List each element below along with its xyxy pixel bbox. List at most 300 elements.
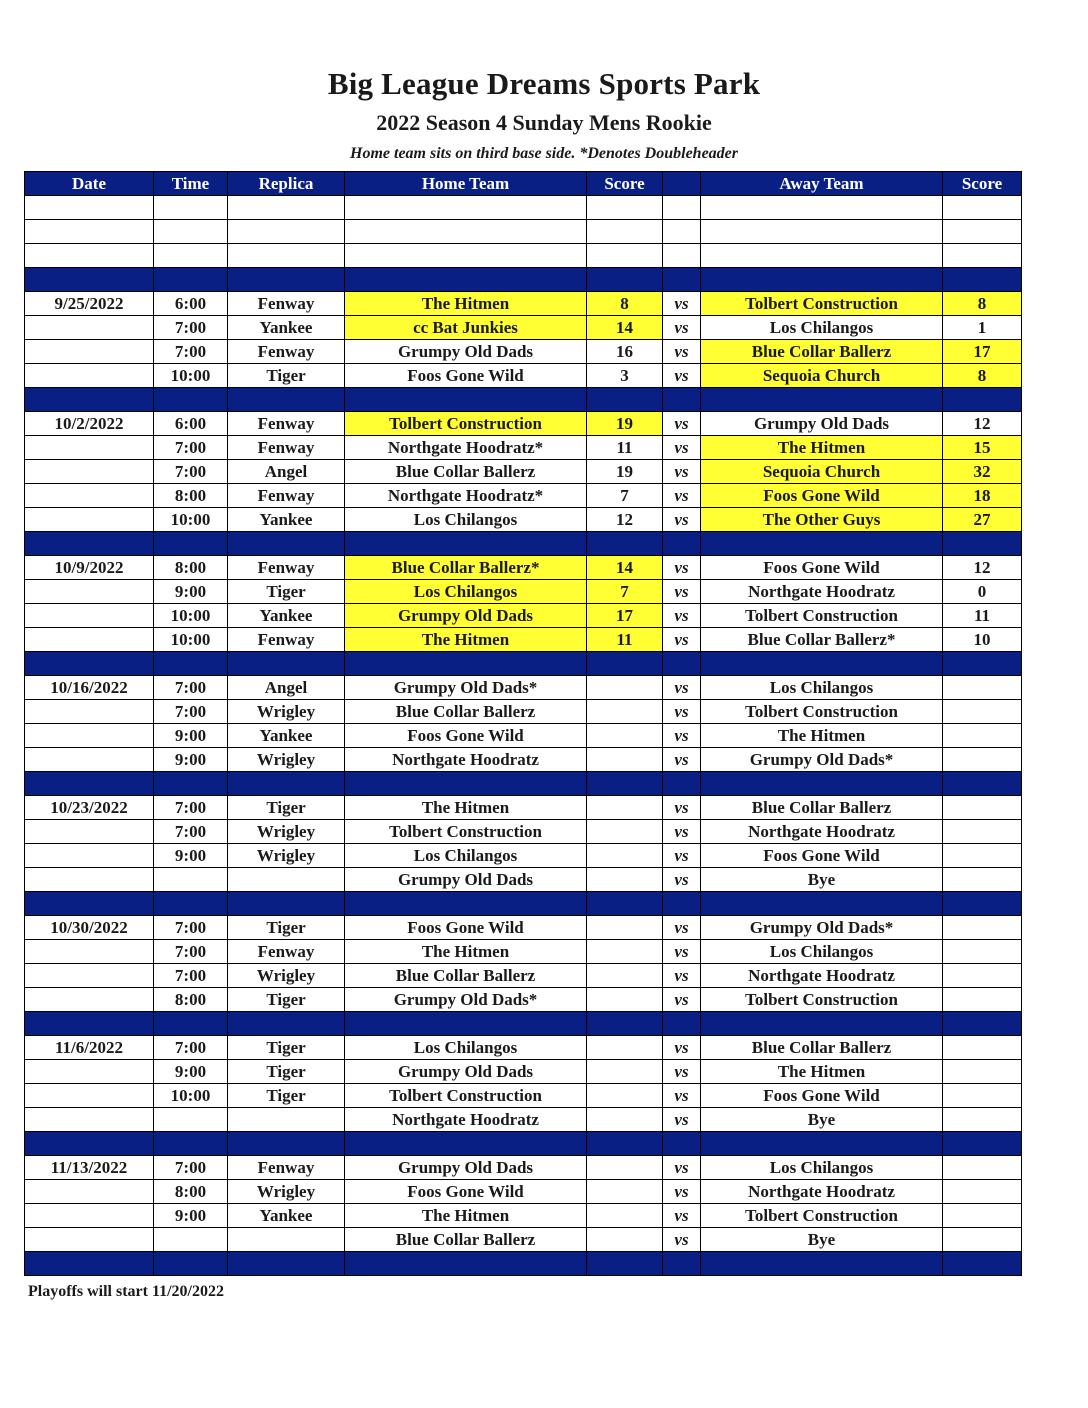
vs-cell: vs — [663, 340, 701, 364]
date-cell — [25, 1132, 154, 1156]
game-row — [25, 796, 1022, 820]
time-cell — [154, 1132, 228, 1156]
col-header-time: Time — [154, 172, 228, 196]
home-team-cell: Los Chilangos — [345, 580, 587, 604]
vs-cell: vs — [663, 1180, 701, 1204]
date-cell — [25, 460, 154, 484]
game-row — [25, 1036, 1022, 1060]
away-team-cell — [701, 1132, 943, 1156]
time-cell: 10:00 — [154, 364, 228, 388]
replica-cell: Yankee — [228, 1204, 345, 1228]
date-cell — [25, 436, 154, 460]
replica-cell: Tiger — [228, 1084, 345, 1108]
col-header-replica: Replica — [228, 172, 345, 196]
time-cell: 10:00 — [154, 508, 228, 532]
home-score-cell — [587, 1180, 663, 1204]
week-separator-row — [25, 388, 1022, 412]
replica-cell — [228, 868, 345, 892]
away-team-cell: Tolbert Construction — [701, 988, 943, 1012]
home-score-cell — [587, 1084, 663, 1108]
away-score-cell: 1 — [943, 316, 1022, 340]
away-team-cell: Grumpy Old Dads* — [701, 748, 943, 772]
replica-cell: Yankee — [228, 508, 345, 532]
game-row — [25, 1180, 1022, 1204]
date-cell — [25, 628, 154, 652]
game-row — [25, 916, 1022, 940]
date-cell — [25, 340, 154, 364]
away-score-cell — [943, 700, 1022, 724]
vs-cell: vs — [663, 868, 701, 892]
date-cell — [25, 844, 154, 868]
date-cell — [25, 772, 154, 796]
date-cell — [25, 532, 154, 556]
game-row — [25, 700, 1022, 724]
replica-cell — [228, 1132, 345, 1156]
week-separator-row — [25, 1132, 1022, 1156]
vs-cell: vs — [663, 1108, 701, 1132]
time-cell — [154, 268, 228, 292]
home-score-cell: 14 — [587, 556, 663, 580]
date-cell — [25, 364, 154, 388]
date-cell: 10/9/2022 — [25, 556, 154, 580]
home-team-cell: Grumpy Old Dads* — [345, 676, 587, 700]
replica-cell: Tiger — [228, 364, 345, 388]
home-team-cell: The Hitmen — [345, 796, 587, 820]
replica-cell — [228, 892, 345, 916]
home-team-cell: Blue Collar Ballerz — [345, 1228, 587, 1252]
home-score-cell — [587, 892, 663, 916]
date-cell: 10/16/2022 — [25, 676, 154, 700]
home-team-cell — [345, 388, 587, 412]
home-score-cell — [587, 796, 663, 820]
vs-cell: vs — [663, 1060, 701, 1084]
game-row — [25, 460, 1022, 484]
date-cell — [25, 700, 154, 724]
home-team-cell — [345, 244, 587, 268]
time-cell: 9:00 — [154, 844, 228, 868]
away-score-cell: 15 — [943, 436, 1022, 460]
home-score-cell — [587, 1108, 663, 1132]
game-row — [25, 364, 1022, 388]
date-cell — [25, 388, 154, 412]
home-team-cell: Los Chilangos — [345, 508, 587, 532]
home-score-cell: 17 — [587, 604, 663, 628]
game-row — [25, 1060, 1022, 1084]
vs-cell: vs — [663, 556, 701, 580]
week-separator-row — [25, 892, 1022, 916]
away-team-cell: Los Chilangos — [701, 316, 943, 340]
away-team-cell: Blue Collar Ballerz — [701, 796, 943, 820]
date-cell — [25, 1252, 154, 1276]
replica-cell — [228, 220, 345, 244]
replica-cell: Wrigley — [228, 964, 345, 988]
vs-cell: vs — [663, 916, 701, 940]
home-score-cell: 12 — [587, 508, 663, 532]
time-cell: 7:00 — [154, 820, 228, 844]
away-team-cell: Grumpy Old Dads — [701, 412, 943, 436]
game-row — [25, 1228, 1022, 1252]
time-cell: 7:00 — [154, 676, 228, 700]
vs-cell: vs — [663, 436, 701, 460]
home-score-cell: 8 — [587, 292, 663, 316]
away-team-cell: Foos Gone Wild — [701, 1084, 943, 1108]
replica-cell — [228, 1108, 345, 1132]
home-score-cell — [587, 964, 663, 988]
away-score-cell — [943, 1012, 1022, 1036]
home-team-cell — [345, 1132, 587, 1156]
home-score-cell — [587, 268, 663, 292]
time-cell: 7:00 — [154, 1036, 228, 1060]
game-row — [25, 556, 1022, 580]
away-team-cell: The Hitmen — [701, 724, 943, 748]
time-cell: 6:00 — [154, 292, 228, 316]
vs-cell: vs — [663, 796, 701, 820]
home-score-cell: 7 — [587, 484, 663, 508]
game-row — [25, 1084, 1022, 1108]
vs-cell: vs — [663, 988, 701, 1012]
vs-cell: vs — [663, 940, 701, 964]
home-team-cell: Northgate Hoodratz — [345, 1108, 587, 1132]
away-score-cell — [943, 268, 1022, 292]
home-score-cell — [587, 676, 663, 700]
time-cell — [154, 1108, 228, 1132]
vs-cell: vs — [663, 580, 701, 604]
home-score-cell — [587, 388, 663, 412]
date-cell — [25, 820, 154, 844]
away-score-cell — [943, 652, 1022, 676]
away-score-cell — [943, 988, 1022, 1012]
time-cell: 8:00 — [154, 1180, 228, 1204]
time-cell — [154, 772, 228, 796]
away-score-cell — [943, 916, 1022, 940]
vs-cell: vs — [663, 316, 701, 340]
away-score-cell — [943, 676, 1022, 700]
replica-cell: Wrigley — [228, 700, 345, 724]
replica-cell: Fenway — [228, 940, 345, 964]
date-cell — [25, 1204, 154, 1228]
replica-cell: Yankee — [228, 604, 345, 628]
home-score-cell: 19 — [587, 412, 663, 436]
replica-cell: Angel — [228, 460, 345, 484]
away-team-cell: The Hitmen — [701, 1060, 943, 1084]
replica-cell — [228, 244, 345, 268]
replica-cell: Fenway — [228, 412, 345, 436]
date-cell — [25, 220, 154, 244]
game-row — [25, 820, 1022, 844]
home-team-cell — [345, 652, 587, 676]
away-score-cell: 0 — [943, 580, 1022, 604]
game-row — [25, 292, 1022, 316]
away-team-cell — [701, 388, 943, 412]
away-team-cell — [701, 196, 943, 220]
home-team-cell — [345, 532, 587, 556]
time-cell: 8:00 — [154, 556, 228, 580]
away-score-cell: 11 — [943, 604, 1022, 628]
vs-cell: vs — [663, 820, 701, 844]
away-score-cell — [943, 220, 1022, 244]
home-team-cell: Grumpy Old Dads — [345, 868, 587, 892]
away-team-cell: Los Chilangos — [701, 940, 943, 964]
week-separator-row — [25, 772, 1022, 796]
away-team-cell: Blue Collar Ballerz — [701, 1036, 943, 1060]
time-cell: 7:00 — [154, 1156, 228, 1180]
away-team-cell: Tolbert Construction — [701, 700, 943, 724]
home-score-cell: 14 — [587, 316, 663, 340]
date-cell: 10/23/2022 — [25, 796, 154, 820]
date-cell: 11/13/2022 — [25, 1156, 154, 1180]
time-cell: 8:00 — [154, 484, 228, 508]
blank-row — [25, 196, 1022, 220]
away-team-cell: Northgate Hoodratz — [701, 580, 943, 604]
blank-row — [25, 220, 1022, 244]
home-team-cell: The Hitmen — [345, 628, 587, 652]
vs-cell: vs — [663, 964, 701, 988]
home-score-cell — [587, 1012, 663, 1036]
away-team-cell: Foos Gone Wild — [701, 484, 943, 508]
home-score-cell: 11 — [587, 628, 663, 652]
time-cell — [154, 244, 228, 268]
away-team-cell: Northgate Hoodratz — [701, 964, 943, 988]
away-score-cell — [943, 1036, 1022, 1060]
date-cell — [25, 1180, 154, 1204]
home-score-cell — [587, 1228, 663, 1252]
game-row — [25, 436, 1022, 460]
home-score-cell — [587, 916, 663, 940]
date-cell — [25, 244, 154, 268]
home-score-cell — [587, 1252, 663, 1276]
replica-cell — [228, 196, 345, 220]
home-team-cell: Foos Gone Wild — [345, 916, 587, 940]
away-team-cell: Sequoia Church — [701, 460, 943, 484]
home-team-cell — [345, 220, 587, 244]
home-score-cell — [587, 988, 663, 1012]
vs-cell — [663, 1012, 701, 1036]
vs-cell — [663, 268, 701, 292]
home-team-cell: Blue Collar Ballerz — [345, 964, 587, 988]
week-separator-row — [25, 268, 1022, 292]
col-header-away-score: Score — [943, 172, 1022, 196]
vs-cell: vs — [663, 700, 701, 724]
away-score-cell — [943, 1180, 1022, 1204]
time-cell: 6:00 — [154, 412, 228, 436]
home-team-cell: Grumpy Old Dads — [345, 1156, 587, 1180]
time-cell — [154, 892, 228, 916]
game-row — [25, 868, 1022, 892]
vs-cell: vs — [663, 1228, 701, 1252]
away-score-cell — [943, 1108, 1022, 1132]
game-row — [25, 1156, 1022, 1180]
replica-cell: Fenway — [228, 436, 345, 460]
vs-cell — [663, 244, 701, 268]
home-team-cell: The Hitmen — [345, 292, 587, 316]
away-team-cell — [701, 532, 943, 556]
away-score-cell: 10 — [943, 628, 1022, 652]
away-score-cell — [943, 196, 1022, 220]
away-score-cell: 18 — [943, 484, 1022, 508]
home-score-cell — [587, 1132, 663, 1156]
replica-cell: Tiger — [228, 580, 345, 604]
away-team-cell: Bye — [701, 868, 943, 892]
away-team-cell — [701, 268, 943, 292]
away-team-cell: The Other Guys — [701, 508, 943, 532]
home-team-cell: Tolbert Construction — [345, 1084, 587, 1108]
time-cell: 7:00 — [154, 340, 228, 364]
replica-cell: Wrigley — [228, 820, 345, 844]
vs-cell: vs — [663, 484, 701, 508]
away-team-cell — [701, 652, 943, 676]
vs-cell — [663, 652, 701, 676]
game-row — [25, 484, 1022, 508]
date-cell — [25, 964, 154, 988]
home-team-cell — [345, 772, 587, 796]
home-team-cell — [345, 1252, 587, 1276]
playoffs-note: Playoffs will start 11/20/2022 — [28, 1283, 224, 1300]
away-team-cell: Foos Gone Wild — [701, 556, 943, 580]
away-team-cell: Tolbert Construction — [701, 292, 943, 316]
time-cell: 9:00 — [154, 580, 228, 604]
away-score-cell — [943, 1060, 1022, 1084]
away-team-cell: Tolbert Construction — [701, 1204, 943, 1228]
away-score-cell — [943, 892, 1022, 916]
home-team-cell: Grumpy Old Dads* — [345, 988, 587, 1012]
away-score-cell — [943, 1228, 1022, 1252]
vs-cell: vs — [663, 1036, 701, 1060]
date-cell — [25, 196, 154, 220]
date-cell — [25, 724, 154, 748]
date-cell — [25, 1228, 154, 1252]
away-score-cell: 17 — [943, 340, 1022, 364]
date-cell: 9/25/2022 — [25, 292, 154, 316]
schedule-table — [24, 171, 1022, 1276]
date-cell — [25, 1012, 154, 1036]
time-cell — [154, 652, 228, 676]
away-score-cell — [943, 1084, 1022, 1108]
vs-cell: vs — [663, 508, 701, 532]
away-team-cell: Blue Collar Ballerz — [701, 340, 943, 364]
away-team-cell: Northgate Hoodratz — [701, 1180, 943, 1204]
time-cell — [154, 1228, 228, 1252]
home-team-cell: Grumpy Old Dads — [345, 1060, 587, 1084]
home-team-cell — [345, 268, 587, 292]
game-row — [25, 628, 1022, 652]
home-score-cell — [587, 844, 663, 868]
replica-cell — [228, 268, 345, 292]
home-team-cell: Blue Collar Ballerz — [345, 460, 587, 484]
time-cell — [154, 196, 228, 220]
vs-cell: vs — [663, 844, 701, 868]
away-score-cell — [943, 772, 1022, 796]
date-cell — [25, 652, 154, 676]
home-team-cell: Tolbert Construction — [345, 820, 587, 844]
vs-cell: vs — [663, 676, 701, 700]
vs-cell: vs — [663, 1204, 701, 1228]
page-title: Big League Dreams Sports Park — [327, 66, 761, 101]
home-team-cell: Los Chilangos — [345, 1036, 587, 1060]
time-cell: 7:00 — [154, 316, 228, 340]
away-team-cell — [701, 244, 943, 268]
home-score-cell — [587, 1156, 663, 1180]
home-score-cell — [587, 868, 663, 892]
home-team-cell: Blue Collar Ballerz — [345, 700, 587, 724]
replica-cell — [228, 1012, 345, 1036]
schedule-note: Home team sits on third base side. *Denotes Doubleheader — [350, 145, 738, 162]
away-score-cell: 12 — [943, 412, 1022, 436]
date-cell: 10/30/2022 — [25, 916, 154, 940]
home-team-cell: Foos Gone Wild — [345, 1180, 587, 1204]
away-score-cell: 12 — [943, 556, 1022, 580]
home-team-cell: Northgate Hoodratz* — [345, 436, 587, 460]
date-cell — [25, 748, 154, 772]
time-cell — [154, 1252, 228, 1276]
home-score-cell — [587, 820, 663, 844]
home-team-cell: cc Bat Junkies — [345, 316, 587, 340]
away-team-cell — [701, 772, 943, 796]
away-team-cell: Northgate Hoodratz — [701, 820, 943, 844]
blank-row — [25, 244, 1022, 268]
date-cell — [25, 988, 154, 1012]
time-cell — [154, 388, 228, 412]
replica-cell: Tiger — [228, 916, 345, 940]
vs-cell: vs — [663, 292, 701, 316]
replica-cell — [228, 532, 345, 556]
date-cell — [25, 484, 154, 508]
vs-cell — [663, 1252, 701, 1276]
date-cell: 11/6/2022 — [25, 1036, 154, 1060]
game-row — [25, 316, 1022, 340]
game-row — [25, 748, 1022, 772]
vs-cell — [663, 772, 701, 796]
away-score-cell: 32 — [943, 460, 1022, 484]
replica-cell: Wrigley — [228, 748, 345, 772]
vs-cell: vs — [663, 460, 701, 484]
vs-cell: vs — [663, 412, 701, 436]
away-team-cell: Los Chilangos — [701, 1156, 943, 1180]
away-score-cell — [943, 844, 1022, 868]
game-row — [25, 844, 1022, 868]
date-cell — [25, 508, 154, 532]
date-cell — [25, 316, 154, 340]
home-score-cell: 7 — [587, 580, 663, 604]
time-cell: 7:00 — [154, 916, 228, 940]
home-team-cell: Northgate Hoodratz* — [345, 484, 587, 508]
home-score-cell — [587, 700, 663, 724]
vs-cell: vs — [663, 1084, 701, 1108]
vs-cell — [663, 892, 701, 916]
vs-cell: vs — [663, 364, 701, 388]
time-cell: 7:00 — [154, 796, 228, 820]
home-team-cell: Foos Gone Wild — [345, 364, 587, 388]
date-cell — [25, 1084, 154, 1108]
replica-cell — [228, 388, 345, 412]
replica-cell: Fenway — [228, 628, 345, 652]
replica-cell: Fenway — [228, 340, 345, 364]
time-cell — [154, 532, 228, 556]
season-subtitle: 2022 Season 4 Sunday Mens Rookie — [376, 110, 712, 135]
home-score-cell — [587, 196, 663, 220]
time-cell: 7:00 — [154, 436, 228, 460]
replica-cell: Fenway — [228, 556, 345, 580]
time-cell: 9:00 — [154, 748, 228, 772]
replica-cell: Tiger — [228, 1036, 345, 1060]
game-row — [25, 1108, 1022, 1132]
away-score-cell: 8 — [943, 364, 1022, 388]
game-row — [25, 508, 1022, 532]
home-team-cell: The Hitmen — [345, 1204, 587, 1228]
home-score-cell: 16 — [587, 340, 663, 364]
away-score-cell — [943, 964, 1022, 988]
replica-cell: Tiger — [228, 988, 345, 1012]
away-team-cell — [701, 220, 943, 244]
